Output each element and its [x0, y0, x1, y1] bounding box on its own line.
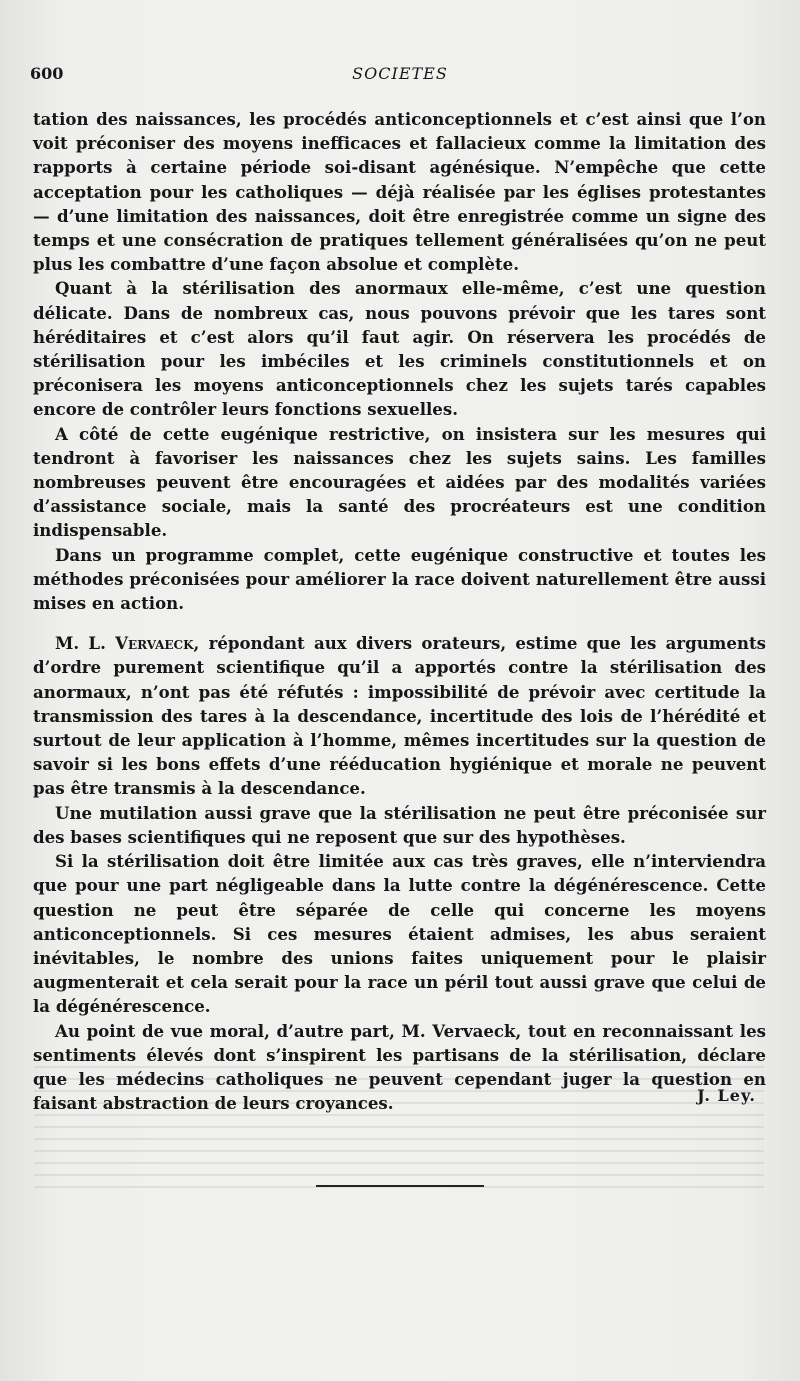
paragraph-continuation: tation des naissances, les procédés anticonceptionnels et c’est ainsi que l’on voit préconiser des moyens inefficaces et fallacieux comme la limitation des rapports à certaine période soi-disant agénésique. N’empêche que cette acceptation pour les catholiques — déjà réalisée par les églises protestantes — d’une limitation des naissances, doit être enregistrée comme un signe des temps et une consécration de pratiques tellement généralisées qu’on ne peut plus les combattre d’une façon absolue et complète.	[33, 109, 766, 275]
page-header	[30, 64, 770, 86]
speaker-name: Vervaeck	[115, 633, 194, 654]
signature: J. Ley.	[697, 1086, 756, 1105]
paragraph-sterilisation: Quant à la stérilisation des anormaux elle-même, c’est une question délicate. Dans de nombreux cas, nous pouvons prévoir que les tares sont héréditaires et c’est alors qu’il faut agir. On réservera les procédés de stérilisation pour les imbéciles et les criminels constitutionnels et on préconisera les moyens anticonceptionnels chez les sujets tarés capables encore de contrôler leurs fonctions sexuelles.	[33, 278, 766, 420]
paragraph-mutilation: Une mutilation aussi grave que la stérilisation ne peut être préconisée sur des bases scientifiques qui ne reposent que sur des hypothèses.	[33, 802, 766, 847]
paragraph-eugenique: A côté de cette eugénique restrictive, on insistera sur les mesures qui tendront à favoriser les naissances chez les sujets sains. Les familles nombreuses peuvent être encouragées et aidées par des modalités variées d’assistance sociale, mais la santé des procréateurs est une condition indispensable.	[33, 423, 766, 541]
article-body	[33, 107, 766, 1115]
show-through-texture	[34, 1056, 764, 1306]
paragraph-point-moral: Au point de vue moral, d’autre part, M. Vervaeck, tout en reconnaissant les sentiments élevés dont s’inspirent les partisans de la stérilisation, déclare que les médecins catholiques ne peuvent cependant juger la question en faisant abstraction de leurs croyances.	[33, 1020, 766, 1114]
running-head: SOCIETES	[352, 64, 448, 83]
page-number: 600	[30, 64, 64, 83]
speaker-prefix: M. L.	[55, 633, 116, 654]
paragraph-vervaeck	[33, 631, 766, 800]
paragraph-cas-graves: Si la stérilisation doit être limitée aux cas très graves, elle n’interviendra que pour une part négligeable dans la lutte contre la dégénérescence. Cette question ne peut être séparée de celle qui concerne les moyens anticonceptionnels. Si ces mesures étaient admises, les abus seraient inévitables, le nombre des unions faites uniquement pour le plaisir augmenterait et cela serait pour la race un péril tout aussi grave que celui de la dégénérescence.	[33, 851, 766, 1017]
vervaeck-text: , répondant aux divers orateurs, estime que les arguments d’ordre purement scientifique qu’il a apportés contre la stérilisation des anormaux, n’ont pas été réfutés : impossibilité de prévoir avec certitude la transmission des tares à la descendance, incertitude des lois de l’hérédité et surtout de leur application à l’homme, mêmes incertitudes sur la question de savoir si les bons effets d’une rééducation hygiénique et morale ne peuvent pas être transmis à la descendance.	[33, 633, 766, 799]
paragraph-programme: Dans un programme complet, cette eugénique constructive et toutes les méthodes préconisées pour améliorer la race doivent naturellement être aussi mises en action.	[33, 544, 766, 614]
